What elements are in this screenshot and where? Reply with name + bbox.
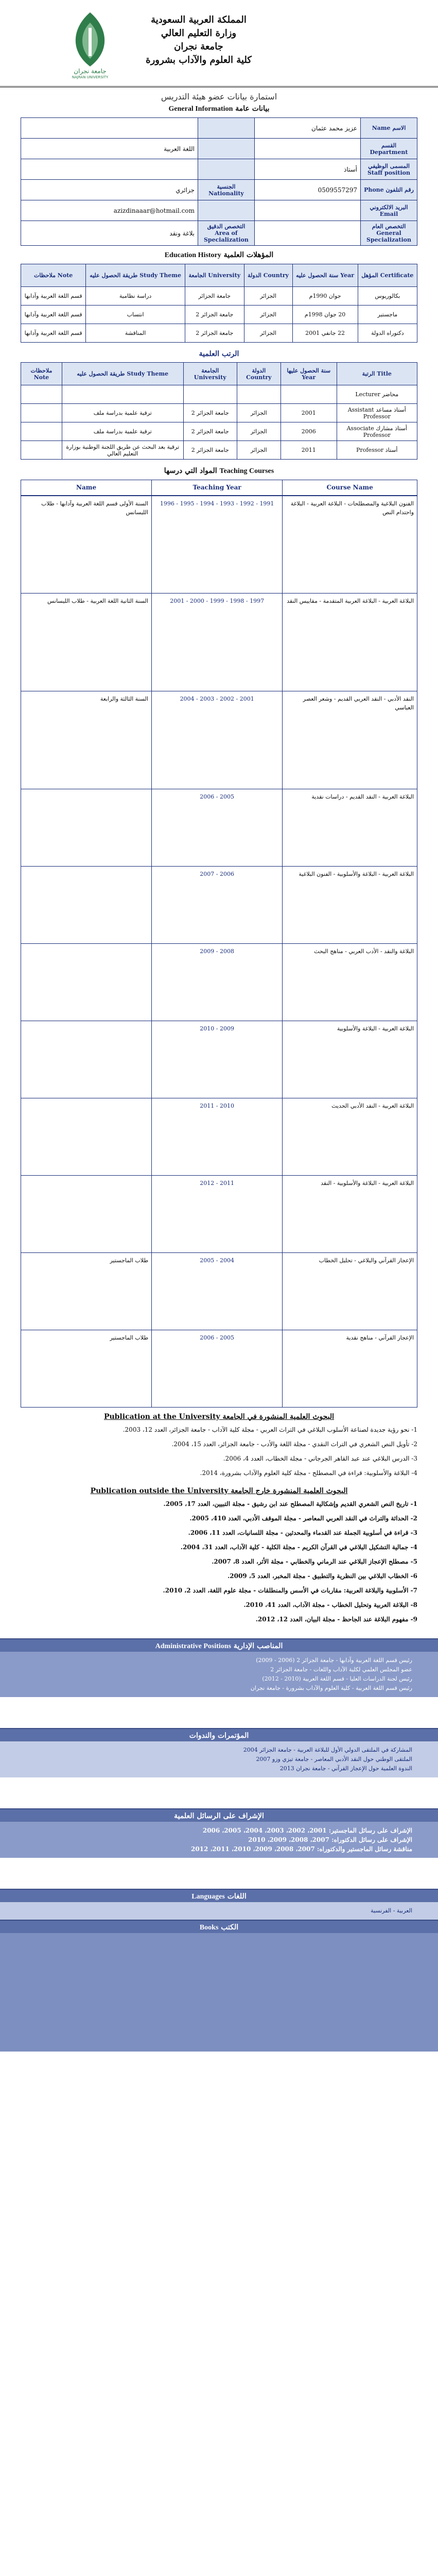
publication-outside-item: 6- الخطاب البلاغي بين النظرية والتطبيق - مجلة المخبر، العدد 5، 2009.: [227, 1572, 417, 1580]
books-heading: [0, 1920, 438, 1933]
education-header: الجامعة University: [185, 264, 244, 287]
info-value: [254, 221, 360, 246]
books-title-ar: الكتب: [221, 1923, 239, 1931]
info-label: الاسم Name: [361, 118, 417, 139]
ranks-cell: [183, 385, 237, 404]
ranks-row: [21, 422, 417, 441]
publications-inside-list: [21, 1424, 417, 1479]
education-cell: 22 جانفي 2001: [292, 324, 358, 343]
info-value: 0509557297: [254, 180, 360, 200]
info-label-2: [198, 118, 254, 139]
ranks-cell: [21, 422, 62, 441]
teaching-course: الإعجاز القرآني والبلاغي - تحليل الخطاب: [283, 1253, 417, 1330]
page-title: استمارة بيانات عضو هيئة التدريس: [161, 92, 277, 101]
info-row: [21, 139, 417, 159]
teaching-row: [21, 789, 417, 867]
publication-inside-item: 3- الدرس البلاغي عند عبد القاهر الجرجاني - مجلة الخطاب، العدد 4، 2006.: [223, 1455, 417, 1462]
ranks-cell: أستاذ مساعد Assistant Professor: [337, 404, 417, 422]
supervision-item: الإشراف على رسائل الماجستير: 2001، 2002، 2003، 2004، 2005، 2006: [202, 1827, 412, 1834]
teaching-table: [21, 480, 417, 1408]
teaching-note: [21, 1021, 152, 1098]
info-label: القسم Department: [361, 139, 417, 159]
teaching-years: 2001 - 2002 - 2003 - 2004: [152, 691, 283, 789]
teaching-note: [21, 944, 152, 1021]
general-info-heading: [0, 103, 438, 117]
publication-inside-item: 1- نحو رؤية جديدة لصناعة الأسلوب البلاغي في التراث العربي - مجلة كلية الآداب - جامعة الجزائر، العدد 12، 2003.: [122, 1426, 417, 1433]
education-cell: قسم اللغة العربية وآدابها: [21, 324, 86, 343]
publications-outside-heading: [0, 1482, 438, 1498]
education-header: المؤهل Certificate: [358, 264, 417, 287]
info-label-2: [198, 139, 254, 159]
education-cell: جامعة الجزائر: [185, 287, 244, 306]
education-cell: 20 جوان 1998م: [292, 306, 358, 324]
education-header: الدولة Country: [244, 264, 292, 287]
admin-item: رئيس لجنة الدراسات العليا - قسم اللغة العربية (2010 - 2012): [262, 1675, 412, 1682]
education-heading: [0, 246, 438, 264]
admin-item: رئيس قسم اللغة العربية وآدابها - جامعة الجزائر 2 (2006 - 2009): [256, 1657, 412, 1664]
ranks-header: الجامعة University: [183, 363, 237, 385]
teaching-note: طلاب الماجستير: [21, 1253, 152, 1330]
ranks-cell: 2001: [281, 404, 337, 422]
teaching-title-ar: المواد التي درسها: [164, 467, 217, 475]
teaching-note: [21, 867, 152, 944]
info-label: البريد الالكتروني Email: [361, 200, 417, 221]
general-info-title-en: General Information: [168, 105, 233, 113]
publications-outside-title-en: Publication outside the University: [90, 1487, 229, 1495]
header-line-3: جامعة نجران: [174, 41, 223, 52]
teaching-years: 1991 - 1992 - 1993 - 1994 - 1995 - 1996: [152, 496, 283, 594]
education-header: سنة الحصول عليه Year: [292, 264, 358, 287]
education-title-ar: المؤهلات العلمية: [223, 251, 274, 259]
ranks-cell: جامعة الجزائر 2: [183, 422, 237, 441]
ranks-table: [21, 362, 417, 460]
ranks-cell: أستاذ Professor: [337, 441, 417, 460]
supervision-item: الإشراف على رسائل الدكتوراه: 2007، 2008، 2009، 2010: [248, 1836, 412, 1843]
teaching-title-en: Teaching Courses: [219, 467, 274, 475]
education-row: [21, 324, 417, 343]
teaching-course: النقد الأدبي - النقد العربي القديم - وشعر العصر العباسي: [283, 691, 417, 789]
header-line-2: وزارة التعليم العالي: [161, 28, 237, 39]
education-cell: بكالوريوس: [358, 287, 417, 306]
info-value: عزيز محمد عثمان: [254, 118, 360, 139]
teaching-course: البلاغة العربية - النقد القديم - دراسات نقدية: [283, 789, 417, 867]
info-row: [21, 180, 417, 200]
conferences-title-ar: المؤتمرات والندوات: [189, 1732, 249, 1740]
education-row: [21, 287, 417, 306]
teaching-course: البلاغة والنقد - الأدب العربي - مناهج البحث: [283, 944, 417, 1021]
ranks-cell: [21, 385, 62, 404]
ranks-heading: [0, 343, 438, 362]
teaching-row: [21, 594, 417, 691]
ranks-header: الرتبة Title: [337, 363, 417, 385]
language-item: العربية - الفرنسية: [371, 1907, 412, 1914]
conference-item: المشاركة في الملتقى الدولي الأول للبلاغة العربية - جامعة الجزائر 2004: [243, 1747, 412, 1753]
ranks-cell: ترقية علمية بدراسة ملف: [62, 404, 183, 422]
education-cell: دكتوراه الدولة: [358, 324, 417, 343]
info-value: [254, 139, 360, 159]
teaching-years: 2005 - 2006: [152, 789, 283, 867]
info-label: رقم التلفون Phone: [361, 180, 417, 200]
ranks-cell: الجزائر: [237, 441, 281, 460]
header-line-1: المملكة العربية السعودية: [151, 14, 247, 25]
education-header: ملاحظات Note: [21, 264, 86, 287]
publication-outside-item: 3- قراءة في أسلوبية الجملة عند القدماء والمحدثين - مجلة اللسانيات، العدد 11، 2006.: [188, 1529, 417, 1536]
page-header: [0, 0, 438, 88]
languages-heading: [0, 1889, 438, 1902]
languages-title-ar: اللغات: [227, 1892, 247, 1901]
ranks-header: الدولة Country: [237, 363, 281, 385]
info-value-2: azizdinaaar@hotmail.com: [21, 200, 198, 221]
ranks-cell: الجزائر: [237, 422, 281, 441]
teaching-note: السنة الأولى قسم اللغة العربية وآدابها - طلاب الليسانس: [21, 496, 152, 594]
publications-inside-title-ar: البحوث العلمية المنشورة في الجامعة: [222, 1413, 335, 1421]
header-lines: [114, 13, 284, 67]
publication-outside-item: 2- الحداثة والتراث في النقد العربي المعاصر - مجلة الموقف الأدبي، العدد 410، 2005.: [189, 1515, 417, 1522]
books-panel: [0, 1933, 438, 2052]
teaching-course: الفنون البلاغية والمصطلحات - البلاغة العربية - البلاغة واحتدام النص: [283, 496, 417, 594]
ranks-cell: ترقية بعد البحث عن طريق اللجنة الوطنية بوزارة التعليم العالي: [62, 441, 183, 460]
teaching-course: البلاغة العربية - البلاغة العربية المتقدمة - مقاييس النقد: [283, 594, 417, 691]
education-cell: الجزائر: [244, 287, 292, 306]
info-label-2: الجنسية Nationality: [198, 180, 254, 200]
teaching-heading: [0, 460, 438, 480]
education-title-en: Education History: [164, 251, 221, 259]
header-line-4: كلية العلوم والآداب بشرورة: [146, 55, 252, 65]
publication-outside-item: 1- تاريخ النص الشعري القديم وإشكالية المصطلح عند ابن رشيق - مجلة التبيين، العدد 17، 2005.: [163, 1500, 417, 1507]
ranks-header: طريقة الحصول عليه Study Theme: [62, 363, 183, 385]
teaching-years: 2006 - 2007: [152, 867, 283, 944]
education-cell: الجزائر: [244, 324, 292, 343]
teaching-years: 2005 - 2006: [152, 1330, 283, 1408]
publication-outside-item: 4- جمالية التشكيل البلاغي في القرآن الكريم - مجلة الكلية - كلية الآداب، العدد 31، 2004.: [180, 1544, 417, 1551]
conferences-heading: [0, 1728, 438, 1741]
admin-title-ar: المناصب الإدارية: [233, 1642, 283, 1650]
info-value-2: بلاغة ونقد: [21, 221, 198, 246]
conference-item: الملتقى الوطني حول النقد الأدبي المعاصر - جامعة تيزي وزو 2007: [256, 1756, 412, 1762]
teaching-row: [21, 1253, 417, 1330]
teaching-note: السنة الثالثة والرابعة: [21, 691, 152, 789]
info-value: [254, 200, 360, 221]
publications-inside-heading: [0, 1408, 438, 1424]
teaching-note: السنة الثانية اللغة العربية - طلاب الليسانس: [21, 594, 152, 691]
publications-outside-title-ar: البحوث العلمية المنشورة خارج الجامعة: [231, 1487, 348, 1495]
logo-text: جامعة نجران: [74, 67, 107, 75]
ranks-row: [21, 385, 417, 404]
education-cell: جامعة الجزائر 2: [185, 324, 244, 343]
info-row: [21, 159, 417, 180]
ranks-cell: الجزائر: [237, 404, 281, 422]
ranks-cell: [281, 385, 337, 404]
teaching-row: [21, 1176, 417, 1253]
education-cell: جامعة الجزائر 2: [185, 306, 244, 324]
teaching-course: الإعجاز القرآني - مناهج نقدية: [283, 1330, 417, 1408]
education-cell: دراسة نظامية: [86, 287, 185, 306]
info-label-2: التخصص الدقيق Area of Specialization: [198, 221, 254, 246]
info-value: أستاذ: [254, 159, 360, 180]
info-row: [21, 221, 417, 246]
education-row: [21, 306, 417, 324]
education-cell: انتساب: [86, 306, 185, 324]
info-value-2: جزائري: [21, 180, 198, 200]
supervision-item: مناقشة رسائل الماجستير والدكتوراه: 2007، 2008، 2009، 2010، 2011، 2012: [190, 1845, 412, 1853]
education-cell: قسم اللغة العربية وآدابها: [21, 306, 86, 324]
ranks-header: ملاحظات Note: [21, 363, 62, 385]
ranks-row: [21, 441, 417, 460]
conference-item: الندوة العلمية حول الإعجاز القرآني - جامعة نجران 2013: [279, 1765, 412, 1772]
ranks-cell: جامعة الجزائر 2: [183, 404, 237, 422]
teaching-row: [21, 1021, 417, 1098]
info-row: [21, 200, 417, 221]
education-cell: قسم اللغة العربية وآدابها: [21, 287, 86, 306]
general-info-table: [21, 117, 417, 246]
publications-inside-title-en: Publication at the University: [103, 1413, 220, 1421]
ranks-cell: ترقية علمية بدراسة ملف: [62, 422, 183, 441]
info-row: [21, 118, 417, 139]
supervision-heading: [0, 1808, 438, 1822]
admin-item: عضو المجلس العلمي لكلية الآداب واللغات - جامعة الجزائر 2: [270, 1666, 412, 1673]
teaching-row: [21, 496, 417, 594]
admin-list: [0, 1652, 438, 1697]
books-title-en: Books: [199, 1924, 219, 1931]
ranks-cell: محاضر Lecturer: [337, 385, 417, 404]
teaching-header-name: Name: [21, 480, 152, 496]
info-label: التخصص العام General Specialization: [361, 221, 417, 246]
teaching-course: البلاغة العربية - البلاغة والأسلوبية - النقد: [283, 1176, 417, 1253]
publication-outside-item: 8- البلاغة العربية وتحليل الخطاب - مجلة الآداب، العدد 41، 2010.: [243, 1601, 417, 1608]
ranks-cell: [21, 404, 62, 422]
publication-outside-item: 9- مفهوم البلاغة عند الجاحظ - مجلة البيان، العدد 12، 2012.: [255, 1616, 417, 1623]
teaching-row: [21, 867, 417, 944]
ranks-cell: جامعة الجزائر 2: [183, 441, 237, 460]
ranks-cell: 2011: [281, 441, 337, 460]
ranks-row: [21, 404, 417, 422]
teaching-row: [21, 691, 417, 789]
ranks-cell: [237, 385, 281, 404]
teaching-years: 2008 - 2009: [152, 944, 283, 1021]
info-label-2: [198, 200, 254, 221]
publication-outside-item: 5- مصطلح الإعجاز البلاغي عند الرماني والخطابي - مجلة الأثر، العدد 8، 2007.: [212, 1558, 417, 1565]
ranks-header: سنة الحصول عليها Year: [281, 363, 337, 385]
admin-item: رئيس قسم اللغة العربية - كلية العلوم والآداب بشرورة - جامعة نجران: [250, 1685, 412, 1691]
info-label-2: [198, 159, 254, 180]
teaching-row: [21, 944, 417, 1021]
languages-list: [0, 1902, 438, 1920]
teaching-note: [21, 1098, 152, 1176]
publication-inside-item: 4- البلاغة والأسلوبية: قراءة في المصطلح - مجلة كلية العلوم والآداب بشرورة، 2014.: [200, 1469, 417, 1477]
publications-outside-list: [21, 1498, 417, 1625]
teaching-years: 1997 - 1998 - 1999 - 2000 - 2001: [152, 594, 283, 691]
teaching-course: البلاغة العربية - البلاغة والأسلوبية: [283, 1021, 417, 1098]
teaching-row: [21, 1098, 417, 1176]
teaching-years: 2010 - 2011: [152, 1098, 283, 1176]
ranks-cell: 2006: [281, 422, 337, 441]
ranks-cell: أستاذ مشارك Associate Professor: [337, 422, 417, 441]
publication-inside-item: 2- تأويل النص الشعري في التراث النقدي - مجلة اللغة والأدب - جامعة الجزائر، العدد 15، 2004.: [171, 1440, 417, 1448]
teaching-note: طلاب الماجستير: [21, 1330, 152, 1408]
admin-heading: [0, 1638, 438, 1652]
info-value-2: [21, 159, 198, 180]
general-info-title-ar: بيانات عامة: [235, 105, 270, 113]
teaching-years: 2011 - 2012: [152, 1176, 283, 1253]
teaching-note: [21, 1176, 152, 1253]
info-value-2: اللغة العربية: [21, 139, 198, 159]
education-table: [21, 264, 417, 343]
teaching-row: [21, 1330, 417, 1408]
education-cell: ماجستير: [358, 306, 417, 324]
ranks-cell: [62, 385, 183, 404]
teaching-years: 2004 - 2005: [152, 1253, 283, 1330]
education-cell: جوان 1990م: [292, 287, 358, 306]
teaching-years: 2009 - 2010: [152, 1021, 283, 1098]
education-cell: الجزائر: [244, 306, 292, 324]
conferences-list: [0, 1741, 438, 1777]
admin-title-en: Administrative Positions: [155, 1642, 232, 1650]
teaching-header-course: Course Name: [283, 480, 417, 496]
publication-outside-item: 7- الأسلوبية والبلاغة العربية: مقاربات في الأسس والمنطلقات - مجلة علوم اللغة، العدد 2، 2010.: [163, 1587, 417, 1594]
education-header: طريقة الحصول عليه Study Theme: [86, 264, 185, 287]
logo-text-en: NAJRAN UNIVERSITY: [72, 75, 109, 79]
teaching-header-year: Teaching Year: [152, 480, 283, 496]
ranks-title-ar: الرتب العلمية: [199, 350, 239, 358]
supervision-title-ar: الإشراف على الرسائل العلمية: [174, 1812, 264, 1820]
teaching-course: البلاغة العربية - النقد الأدبي الحديث: [283, 1098, 417, 1176]
teaching-course: البلاغة العربية - البلاغة والأسلوبية - الفنون البلاغية: [283, 867, 417, 944]
teaching-note: [21, 789, 152, 867]
supervision-list: [0, 1822, 438, 1858]
languages-title-en: Languages: [191, 1893, 225, 1901]
info-value-2: [21, 118, 198, 139]
education-cell: المناقشة: [86, 324, 185, 343]
ranks-cell: [21, 441, 62, 460]
info-label: المسمى الوظيفي Staff position: [361, 159, 417, 180]
